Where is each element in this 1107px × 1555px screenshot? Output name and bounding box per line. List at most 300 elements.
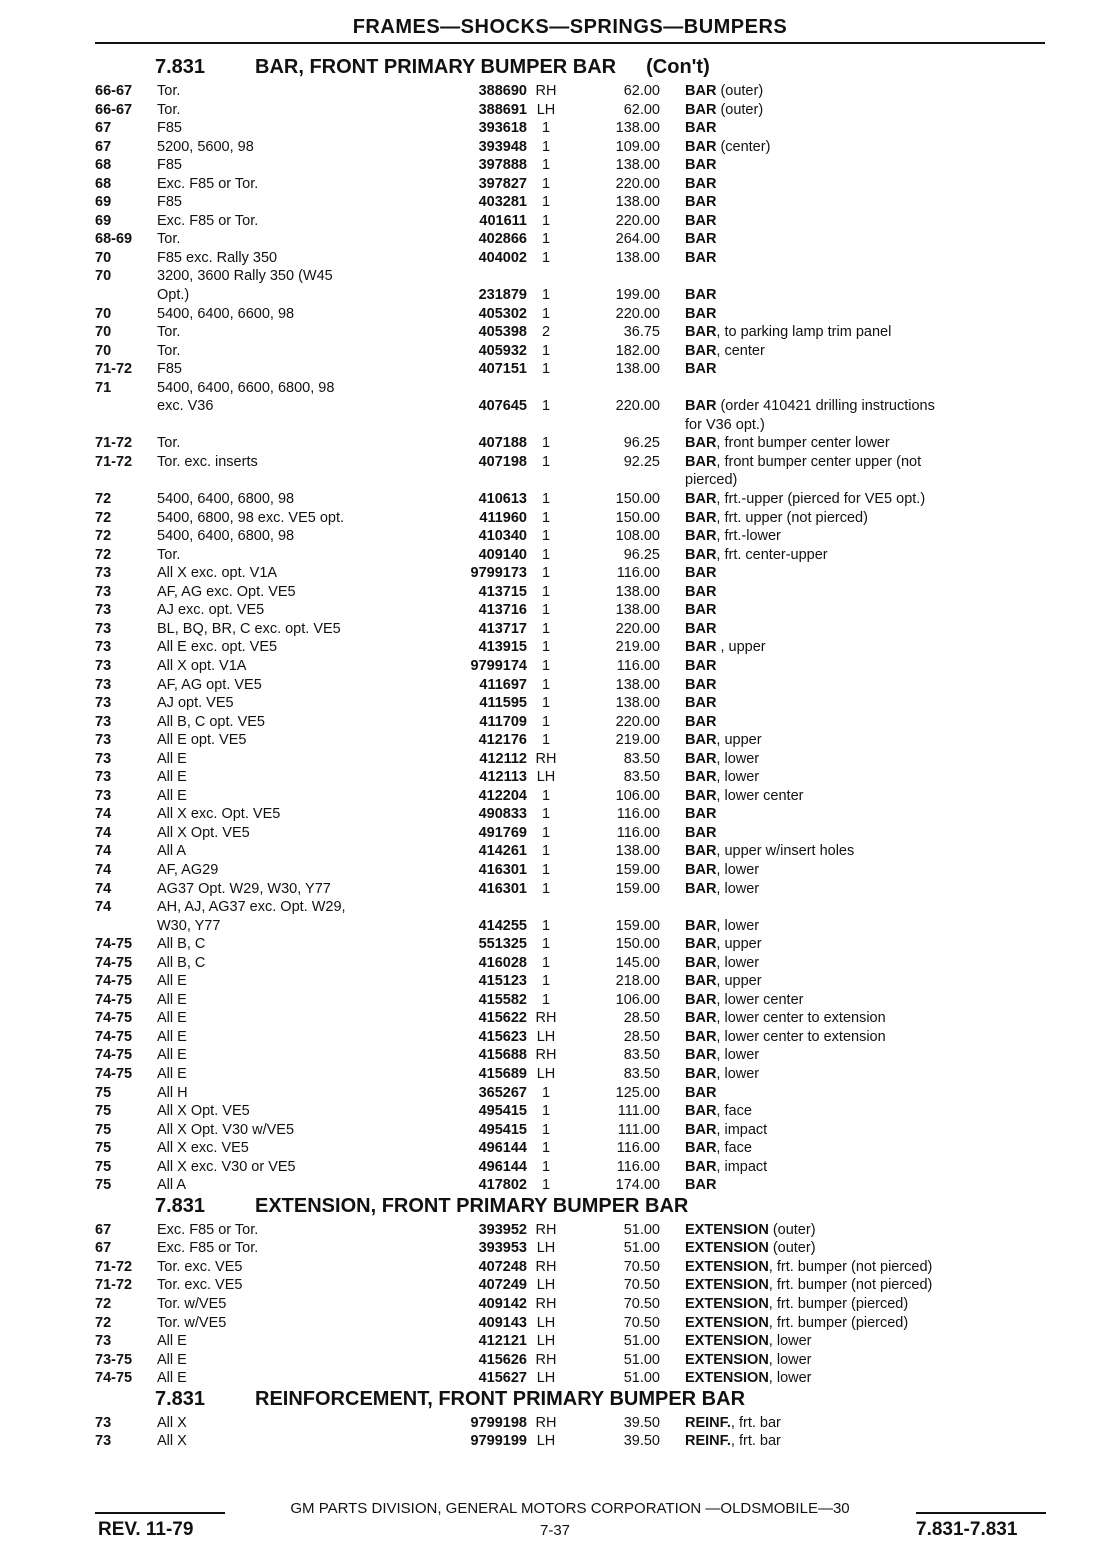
price-cell: 92.25	[623, 453, 660, 470]
model-cell: AJ opt. VE5	[157, 695, 234, 712]
model-cell: Exc. F85 or Tor.	[157, 212, 259, 229]
price-cell: 83.50	[623, 750, 660, 767]
part-number-cell: 415582	[478, 991, 527, 1008]
model-cell: Tor.	[157, 546, 181, 563]
description-cell	[685, 416, 1045, 435]
price-cell: 111.00	[617, 1103, 660, 1120]
model-cell: All E	[157, 1010, 187, 1027]
price-cell: 138.00	[615, 194, 660, 211]
quantity-cell: LH	[536, 1240, 556, 1257]
price-cell: 220.00	[615, 305, 660, 322]
description-text: , upper	[716, 732, 762, 749]
description-text: , lower	[716, 917, 760, 934]
description-cell	[685, 119, 1045, 138]
model-cell: AF, AG opt. VE5	[157, 676, 262, 693]
quantity-cell: 2	[541, 324, 551, 341]
price-cell: 51.00	[623, 1370, 660, 1387]
part-number-cell: 393618	[478, 120, 527, 137]
quantity-cell: 1	[541, 787, 551, 804]
parts-listing	[95, 56, 1050, 1451]
quantity-cell: 1	[541, 1121, 551, 1138]
description-cell	[685, 1276, 1045, 1295]
price-cell: 83.50	[623, 769, 660, 786]
part-number-cell: 412112	[479, 750, 527, 767]
description-cell	[685, 842, 1045, 861]
description-text: for V36 opt.)	[685, 416, 765, 433]
model-cell: Tor.	[157, 342, 181, 359]
table-row	[95, 342, 1050, 361]
description-text: , lower	[716, 769, 760, 786]
table-row	[95, 1028, 1050, 1047]
model-cell: All X	[157, 1414, 187, 1431]
table-row	[95, 1332, 1050, 1351]
price-cell: 219.00	[615, 732, 660, 749]
table-row	[95, 175, 1050, 194]
description-cell	[685, 286, 1045, 305]
model-cell: Tor.	[157, 231, 181, 248]
table-row	[95, 286, 1050, 305]
quantity-cell: LH	[536, 1433, 556, 1450]
description-keyword: BAR	[685, 287, 717, 304]
table-row	[95, 583, 1050, 602]
description-keyword: BAR	[685, 249, 717, 266]
title-rule	[95, 42, 1045, 44]
year-cell: 74-75	[95, 936, 133, 953]
description-text: , lower	[716, 954, 760, 971]
description-keyword: BAR	[685, 861, 717, 878]
description-keyword: BAR	[685, 453, 717, 470]
table-row	[95, 1121, 1050, 1140]
table-row	[95, 546, 1050, 565]
table-row	[95, 138, 1050, 157]
year-cell: 73	[95, 583, 112, 600]
model-cell: 5200, 5600, 98	[157, 138, 254, 155]
description-cell	[685, 1009, 1045, 1028]
quantity-cell: 1	[541, 732, 551, 749]
description-text: , lower center to extension	[716, 1010, 886, 1027]
part-number-cell: 415123	[478, 973, 527, 990]
year-cell: 74-75	[95, 1028, 133, 1045]
table-row	[95, 1314, 1050, 1333]
quantity-cell: 1	[541, 305, 551, 322]
price-cell: 220.00	[615, 175, 660, 192]
table-row	[95, 1432, 1050, 1451]
description-keyword: BAR	[685, 324, 717, 341]
description-text: (outer)	[768, 1221, 816, 1238]
year-cell: 71-72	[95, 453, 133, 470]
part-number-cell: 405398	[478, 324, 527, 341]
price-cell: 138.00	[615, 676, 660, 693]
model-cell: All X Opt. VE5	[157, 824, 250, 841]
description-cell	[685, 954, 1045, 973]
price-cell: 219.00	[615, 639, 660, 656]
model-cell: All E	[157, 787, 187, 804]
model-cell: All E	[157, 1351, 187, 1368]
description-text: , face	[716, 1140, 752, 1157]
quantity-cell: RH	[535, 1258, 557, 1275]
description-keyword: BAR	[685, 769, 717, 786]
year-cell: 72	[95, 509, 112, 526]
description-keyword: BAR	[685, 305, 717, 322]
model-cell: All B, C	[157, 936, 206, 953]
part-number-cell: 397888	[478, 157, 527, 174]
model-cell: All E opt. VE5	[157, 732, 247, 749]
part-number-cell: 401611	[479, 212, 527, 229]
quantity-cell: 1	[541, 1177, 551, 1194]
year-cell: 70	[95, 342, 112, 359]
quantity-cell: 1	[541, 287, 551, 304]
description-keyword: BAR	[685, 194, 717, 211]
model-cell: AF, AG29	[157, 861, 219, 878]
quantity-cell: 1	[541, 917, 551, 934]
description-keyword: BAR	[685, 843, 717, 860]
description-cell	[685, 138, 1045, 157]
part-number-cell: 415688	[478, 1047, 527, 1064]
table-row	[95, 490, 1050, 509]
part-number-cell: 411595	[479, 695, 527, 712]
model-cell: All E exc. opt. VE5	[157, 639, 278, 656]
year-cell: 68	[95, 157, 112, 174]
description-keyword: EXTENSION	[685, 1333, 769, 1350]
table-row	[95, 1258, 1050, 1277]
description-text: , frt. bar	[730, 1433, 781, 1450]
description-text: , lower center to extension	[716, 1028, 886, 1045]
model-cell: All X exc. opt. V1A	[157, 565, 278, 582]
description-keyword: BAR	[685, 917, 717, 934]
description-text: , impact	[716, 1158, 768, 1175]
model-cell: W30, Y77	[157, 917, 221, 934]
description-keyword: BAR	[685, 991, 717, 1008]
description-text: , lower center	[716, 991, 804, 1008]
quantity-cell: LH	[536, 1314, 556, 1331]
part-number-cell: 9799199	[470, 1433, 527, 1450]
description-text: , to parking lamp trim panel	[716, 324, 892, 341]
part-number-cell: 416028	[478, 954, 527, 971]
year-cell	[95, 917, 157, 936]
description-text: (outer)	[716, 83, 764, 99]
table-row	[95, 1084, 1050, 1103]
table-row	[95, 564, 1050, 583]
year-cell: 71	[95, 379, 112, 396]
model-cell: All E	[157, 750, 187, 767]
quantity-cell: 1	[541, 695, 551, 712]
year-cell	[95, 397, 157, 416]
year-cell: 75	[95, 1140, 112, 1157]
table-row	[95, 1176, 1050, 1195]
part-number-cell: 415626	[478, 1351, 527, 1368]
price-cell: 83.50	[623, 1047, 660, 1064]
description-cell	[685, 694, 1045, 713]
part-number-cell: 409140	[478, 546, 527, 563]
description-keyword: EXTENSION	[685, 1240, 769, 1257]
model-cell: All X Opt. V30 w/VE5	[157, 1121, 295, 1138]
description-cell	[685, 1176, 1045, 1195]
part-number-cell: 412121	[478, 1333, 527, 1350]
model-cell: F85	[157, 361, 182, 378]
part-number-cell	[429, 379, 527, 398]
quantity-cell: 1	[541, 1158, 551, 1175]
year-cell: 73	[95, 787, 112, 804]
part-number-cell: 417802	[478, 1177, 527, 1194]
price-cell: 145.00	[615, 954, 660, 971]
description-cell	[685, 991, 1045, 1010]
year-cell: 74-75	[95, 991, 133, 1008]
year-cell: 71-72	[95, 1277, 133, 1294]
price-cell: 106.00	[615, 991, 660, 1008]
table-row	[95, 212, 1050, 231]
price-cell: 36.75	[623, 324, 660, 341]
section-title: EXTENSION, FRONT PRIMARY BUMPER BAR	[255, 1194, 689, 1217]
description-text: , lower	[768, 1351, 812, 1368]
description-cell	[685, 1158, 1045, 1177]
price-cell: 138.00	[615, 695, 660, 712]
description-keyword: BAR	[685, 1121, 717, 1138]
table-row	[95, 1158, 1050, 1177]
description-text: , lower	[716, 750, 760, 767]
model-cell: Tor.	[157, 83, 181, 99]
part-number-cell: 412204	[478, 787, 527, 804]
year-cell: 74-75	[95, 1010, 133, 1027]
part-number-cell: 9799174	[470, 657, 527, 674]
quantity-cell: 1	[541, 880, 551, 897]
description-keyword: BAR	[685, 435, 717, 452]
model-cell: AF, AG exc. Opt. VE5	[157, 583, 296, 600]
description-keyword: EXTENSION	[685, 1296, 769, 1312]
quantity-cell: LH	[536, 1028, 556, 1045]
quantity-cell: LH	[536, 101, 556, 118]
part-number-cell: 410613	[478, 491, 527, 508]
price-cell: 138.00	[615, 361, 660, 378]
description-keyword: EXTENSION	[685, 1351, 769, 1368]
description-cell	[685, 267, 1045, 286]
quantity-cell: RH	[535, 1010, 557, 1027]
price-cell: 159.00	[615, 917, 660, 934]
model-cell: Tor.	[157, 324, 181, 341]
price-cell: 150.00	[615, 509, 660, 526]
model-cell: BL, BQ, BR, C exc. opt. VE5	[157, 620, 341, 637]
model-cell: AJ exc. opt. VE5	[157, 602, 265, 619]
table-row	[95, 991, 1050, 1010]
description-cell	[685, 880, 1045, 899]
table-row	[95, 471, 1050, 490]
description-cell	[685, 620, 1045, 639]
year-cell: 74	[95, 861, 112, 878]
quantity-cell: RH	[535, 1414, 557, 1431]
description-keyword: BAR	[685, 546, 717, 563]
price-cell: 39.50	[623, 1414, 660, 1431]
model-cell: All X exc. VE5	[157, 1140, 249, 1157]
part-number-cell	[429, 898, 527, 917]
quantity-cell: 1	[541, 175, 551, 192]
table-row	[95, 601, 1050, 620]
quantity-cell: 1	[541, 602, 551, 619]
year-cell: 73	[95, 750, 112, 767]
footer-publisher: GM PARTS DIVISION, GENERAL MOTORS CORPORATION —OLDSMOBILE—30	[290, 1500, 850, 1517]
description-text: , frt. bumper (pierced)	[768, 1314, 909, 1331]
year-cell: 70	[95, 249, 112, 266]
description-keyword: BAR	[685, 509, 717, 526]
model-cell: F85 exc. Rally 350	[157, 249, 278, 266]
part-number-cell: 9799173	[470, 565, 527, 582]
quantity-cell: 1	[541, 157, 551, 174]
model-cell: 3200, 3600 Rally 350 (W45	[157, 268, 333, 285]
price-cell	[565, 471, 660, 490]
part-number-cell: 393952	[478, 1221, 527, 1238]
quantity-cell	[527, 471, 565, 490]
year-cell: 72	[95, 491, 112, 508]
year-cell: 72	[95, 528, 112, 545]
table-row	[95, 694, 1050, 713]
description-keyword: BAR	[685, 676, 717, 693]
model-cell: All B, C	[157, 954, 206, 971]
table-row	[95, 453, 1050, 472]
page-title: FRAMES—SHOCKS—SPRINGS—BUMPERS	[352, 16, 788, 38]
description-keyword: EXTENSION	[685, 1277, 769, 1294]
price-cell: 138.00	[615, 249, 660, 266]
description-cell	[685, 379, 1045, 398]
table-row	[95, 880, 1050, 899]
quantity-cell: 1	[541, 565, 551, 582]
part-number-cell: 403281	[478, 194, 527, 211]
price-cell: 138.00	[615, 157, 660, 174]
price-cell: 220.00	[615, 212, 660, 229]
year-cell: 69	[95, 212, 112, 229]
part-number-cell: 412176	[478, 732, 527, 749]
price-cell: 96.25	[623, 435, 660, 452]
description-keyword: BAR	[685, 1158, 717, 1175]
part-number-cell: 407188	[478, 435, 527, 452]
description-keyword: BAR	[685, 120, 717, 137]
description-text: , impact	[716, 1121, 768, 1138]
quantity-cell: 1	[541, 491, 551, 508]
model-cell: exc. V36	[157, 398, 214, 415]
quantity-cell: 1	[541, 806, 551, 823]
section-header	[155, 1388, 1050, 1414]
quantity-cell: 1	[541, 843, 551, 860]
price-cell: 138.00	[615, 843, 660, 860]
year-cell: 73	[95, 620, 112, 637]
part-number-cell: 407645	[478, 398, 527, 415]
price-cell: 70.50	[623, 1277, 660, 1294]
table-row	[95, 119, 1050, 138]
table-row	[95, 1102, 1050, 1121]
description-text: , frt. upper (not pierced)	[716, 509, 868, 526]
part-number-cell: 397827	[478, 175, 527, 192]
price-cell: 174.00	[615, 1177, 660, 1194]
year-cell: 73-75	[95, 1351, 133, 1368]
description-keyword: REINF.	[685, 1433, 731, 1450]
part-number-cell: 495415	[478, 1121, 527, 1138]
description-text: , lower	[768, 1333, 812, 1350]
part-number-cell: 416301	[478, 861, 527, 878]
section-number: 7.831	[155, 56, 206, 78]
table-row	[95, 1276, 1050, 1295]
year-cell: 73	[95, 565, 112, 582]
quantity-cell: 1	[541, 342, 551, 359]
description-keyword: BAR	[685, 695, 717, 712]
table-row	[95, 193, 1050, 212]
quantity-cell: 1	[541, 973, 551, 990]
year-cell: 67	[95, 138, 112, 155]
quantity-cell: 1	[541, 138, 551, 155]
table-row	[95, 1295, 1050, 1314]
description-keyword: BAR	[685, 954, 717, 971]
description-cell	[685, 638, 1045, 657]
price-cell: 116.00	[616, 1158, 660, 1175]
model-cell: Tor. exc. VE5	[157, 1258, 243, 1275]
year-cell: 69	[95, 194, 112, 211]
part-number-cell: 413915	[478, 639, 527, 656]
year-cell: 70	[95, 324, 112, 341]
table-row	[95, 972, 1050, 991]
description-text: , frt. bumper (pierced)	[768, 1296, 909, 1312]
model-cell: 5400, 6800, 98 exc. VE5 opt.	[157, 509, 345, 526]
year-cell: 75	[95, 1121, 112, 1138]
quantity-cell: RH	[535, 750, 557, 767]
description-keyword: BAR	[685, 138, 717, 155]
description-cell	[685, 861, 1045, 880]
description-keyword: BAR	[685, 157, 717, 174]
model-cell: All X Opt. VE5	[157, 1103, 250, 1120]
model-cell: 5400, 6400, 6800, 98	[157, 528, 295, 545]
model-cell: 5400, 6400, 6600, 98	[157, 305, 295, 322]
table-row	[95, 805, 1050, 824]
table-row	[95, 1369, 1050, 1388]
model-cell: All E	[157, 769, 187, 786]
price-cell: 28.50	[623, 1010, 660, 1027]
year-cell: 74-75	[95, 1370, 133, 1387]
description-cell	[685, 805, 1045, 824]
year-cell: 73	[95, 695, 112, 712]
description-cell	[685, 972, 1045, 991]
model-cell: All A	[157, 843, 187, 860]
year-cell: 68	[95, 175, 112, 192]
model-cell: Exc. F85 or Tor.	[157, 175, 259, 192]
price-cell: 106.00	[615, 787, 660, 804]
table-row	[95, 397, 1050, 416]
price-cell: 150.00	[615, 936, 660, 953]
description-cell	[685, 1314, 1045, 1333]
table-row	[95, 267, 1050, 286]
description-cell	[685, 768, 1045, 787]
part-number-cell: 407249	[478, 1277, 527, 1294]
quantity-cell: LH	[536, 769, 556, 786]
model-cell: F85	[157, 194, 182, 211]
price-cell: 138.00	[615, 120, 660, 137]
year-cell: 74	[95, 880, 112, 897]
quantity-cell: 1	[541, 620, 551, 637]
quantity-cell: RH	[535, 1047, 557, 1064]
description-keyword: EXTENSION	[685, 1314, 769, 1331]
price-cell: 199.00	[615, 287, 660, 304]
model-cell: All X	[157, 1433, 187, 1450]
description-cell	[685, 342, 1045, 361]
price-cell: 159.00	[615, 861, 660, 878]
price-cell: 220.00	[615, 620, 660, 637]
price-cell: 116.00	[616, 806, 660, 823]
year-cell: 74-75	[95, 973, 133, 990]
description-text: (outer)	[768, 1240, 816, 1257]
description-cell	[685, 1065, 1045, 1084]
description-cell	[685, 305, 1045, 324]
price-cell: 51.00	[623, 1351, 660, 1368]
price-cell: 116.00	[616, 657, 660, 674]
model-cell: All E	[157, 1333, 187, 1350]
part-number-cell: 415623	[478, 1028, 527, 1045]
quantity-cell: 1	[541, 120, 551, 137]
year-cell: 67	[95, 120, 112, 137]
table-row	[95, 620, 1050, 639]
